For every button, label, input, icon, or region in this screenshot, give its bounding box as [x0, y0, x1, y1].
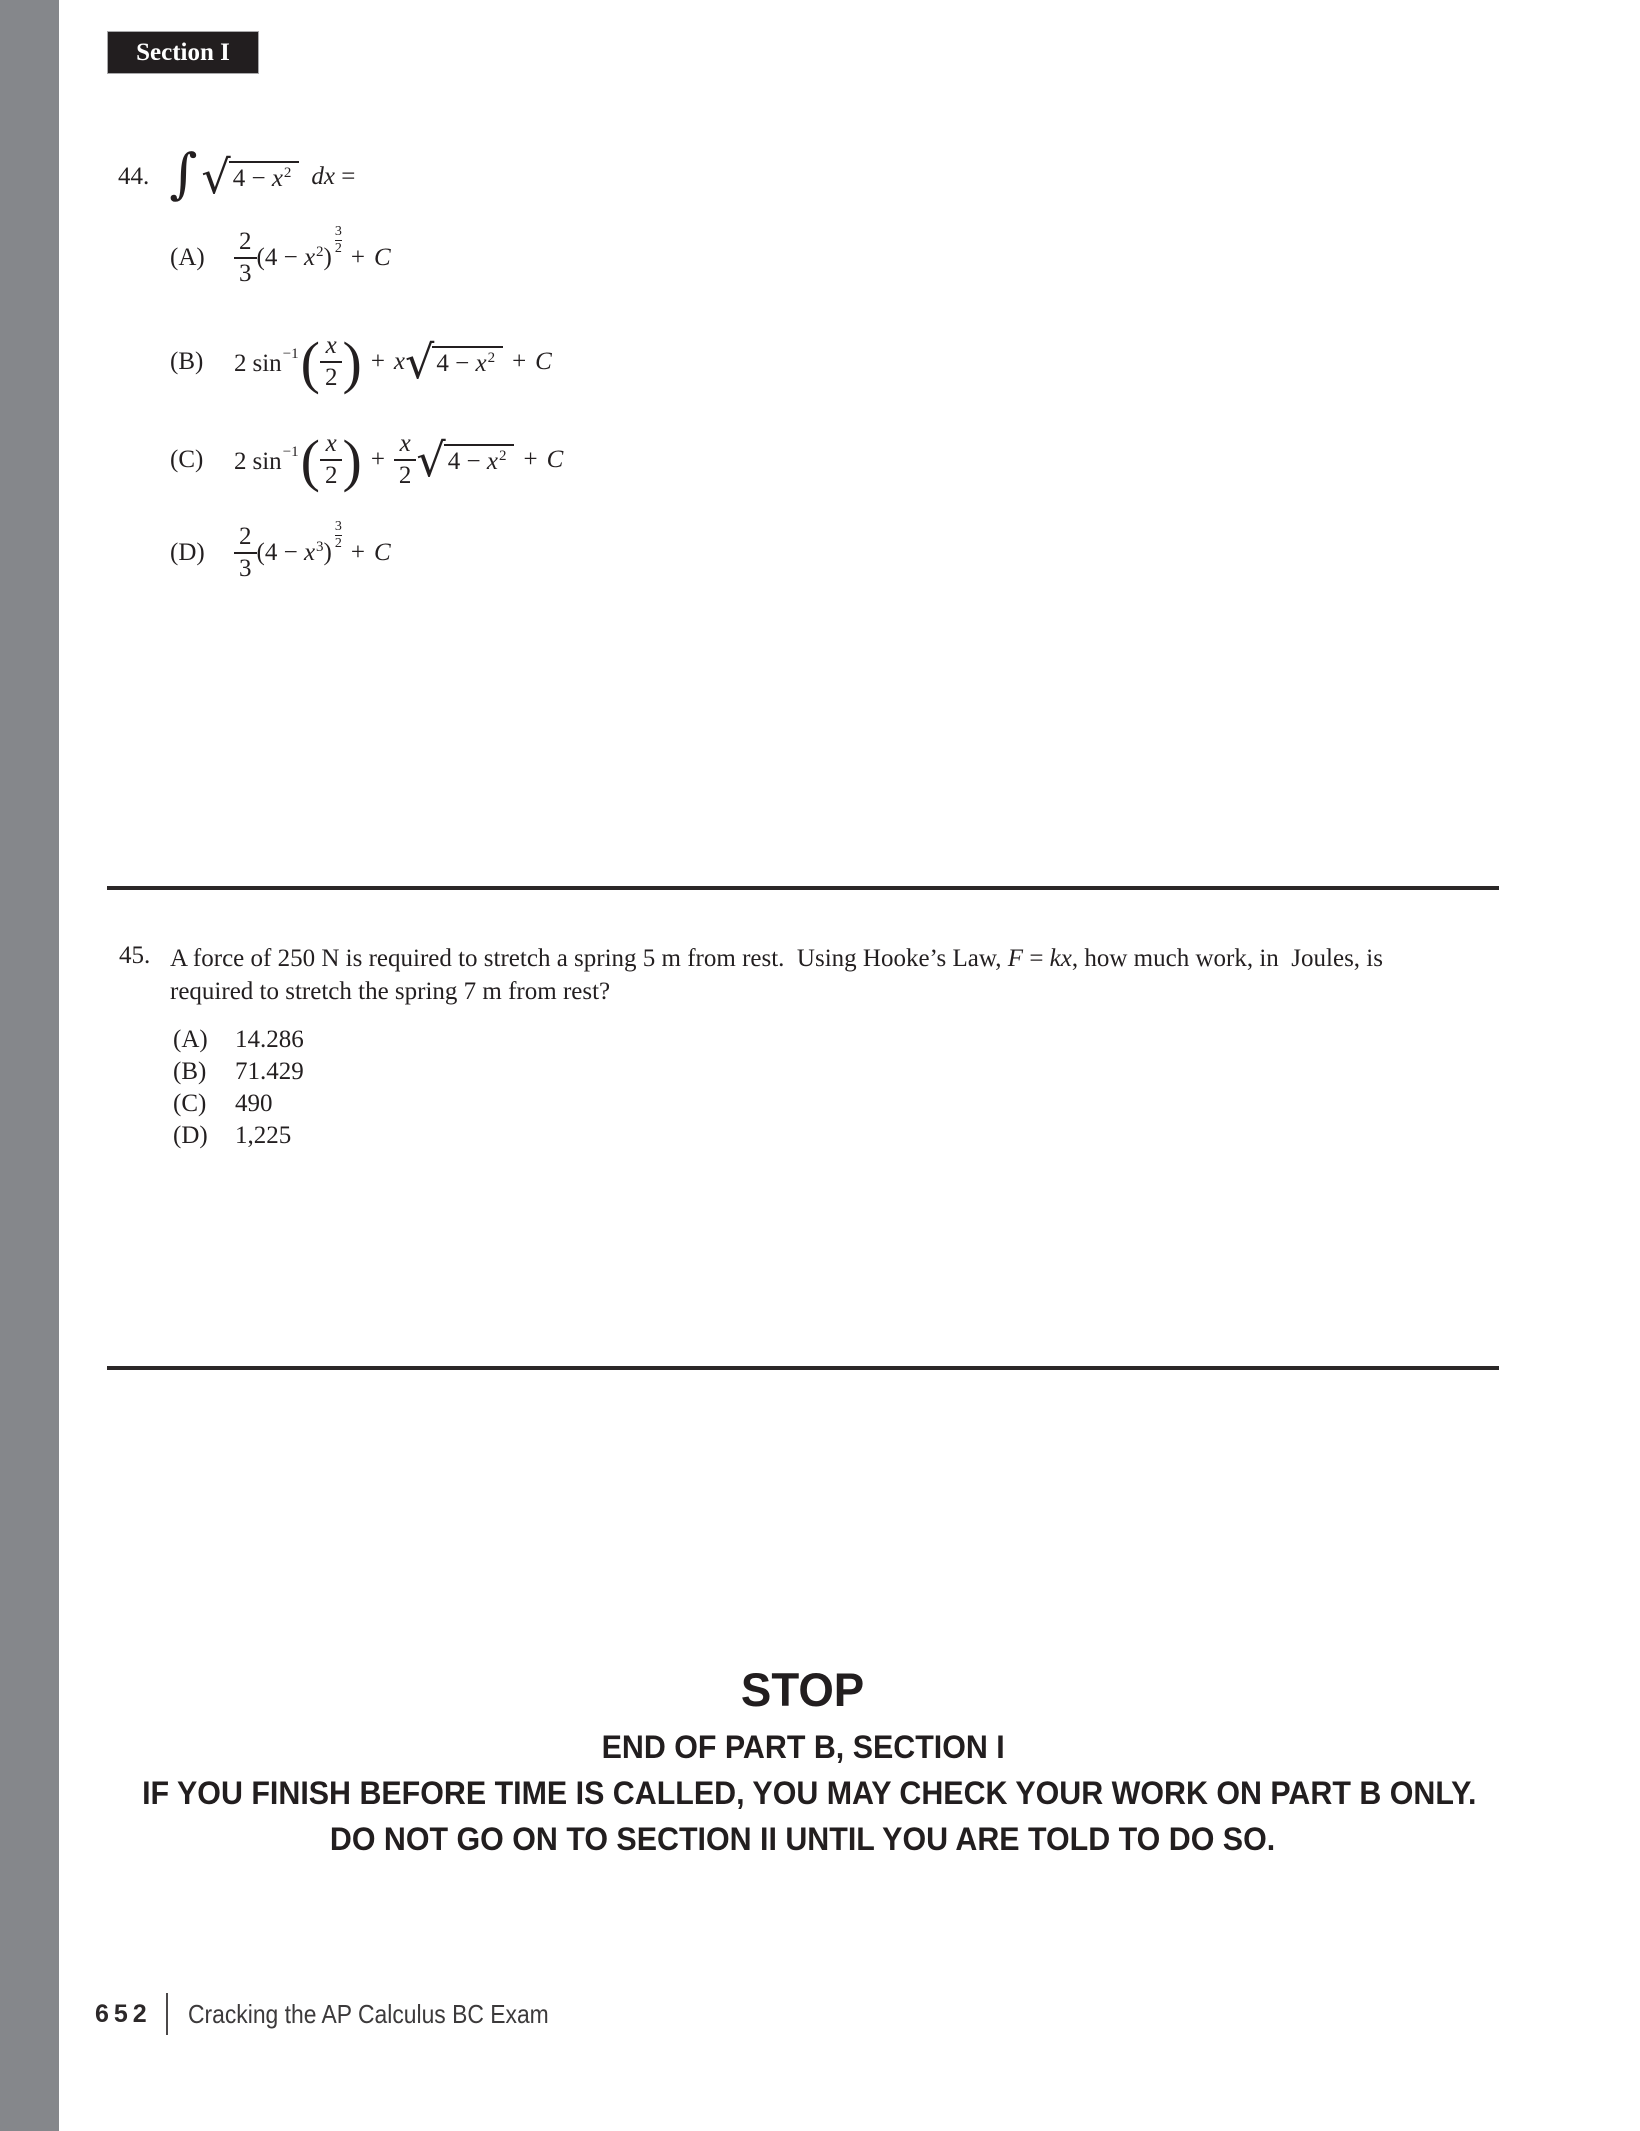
q44-choice-b	[170, 312, 552, 412]
stop-line-2	[107, 1770, 1499, 1816]
q44-choice-a	[170, 218, 391, 298]
denominator: 3	[234, 257, 257, 288]
body-variable: x	[303, 244, 316, 271]
q45-choice-c	[173, 1090, 304, 1122]
left-gray-sidebar	[0, 0, 59, 2131]
coefficient-fraction	[234, 523, 257, 583]
radical-sign: √	[405, 335, 435, 389]
force-variable: F	[1007, 945, 1024, 972]
square-root	[201, 150, 299, 204]
power-denominator: 2	[334, 536, 342, 551]
close-paren: )	[342, 330, 362, 396]
differential-equals	[311, 163, 355, 191]
plus-sign: +	[350, 244, 365, 271]
coefficient-fraction	[234, 228, 257, 288]
plus-sign: +	[370, 446, 385, 473]
constant-c: C	[535, 348, 552, 375]
choice-label: (C)	[173, 1090, 207, 1117]
horizontal-rule-top	[107, 886, 1499, 890]
radicand-exponent: 2	[498, 448, 507, 464]
integral-sign: ∫	[169, 142, 198, 205]
power-fraction	[335, 520, 342, 551]
q44-choice-d	[170, 513, 391, 593]
constant-c: C	[373, 244, 391, 271]
choice-value: 490	[235, 1090, 273, 1117]
question-45-line-1	[170, 942, 1500, 975]
power-fraction	[335, 225, 342, 256]
radical-sign: √	[201, 150, 231, 204]
coefficient: 2	[234, 448, 247, 475]
q44-choice-c	[170, 408, 563, 512]
open-paren: (	[300, 330, 320, 396]
page-footer	[95, 1990, 598, 2038]
stop-line-1-text: END OF PART B, SECTION I	[601, 1729, 1005, 1765]
plus-sign: +	[370, 348, 385, 375]
mid-denominator: 2	[394, 459, 417, 490]
plus-sign: +	[350, 539, 365, 566]
square-root	[405, 335, 503, 389]
function-name: sin	[252, 448, 282, 475]
plus-sign: +	[512, 348, 527, 375]
arg-numerator: x	[325, 430, 337, 457]
q45-choice-d	[173, 1122, 304, 1154]
stop-line-1	[107, 1724, 1499, 1770]
radicand-text: 4 −	[447, 448, 487, 475]
power-numerator: 3	[334, 224, 342, 240]
section-badge-label: Section I	[136, 38, 230, 66]
choice-value: 71.429	[235, 1058, 304, 1085]
plus-sign: +	[523, 446, 538, 473]
kx-variable: kx	[1049, 945, 1072, 972]
close-paren: )	[342, 428, 362, 494]
stop-line-3-text: DO NOT GO ON TO SECTION II UNTIL YOU ARE TOLD TO DO SO.	[330, 1821, 1276, 1857]
expression-body	[257, 244, 332, 272]
inverse-sine-term	[234, 346, 301, 378]
equals: =	[1023, 945, 1050, 972]
choice-label: (A)	[173, 1026, 208, 1053]
choice-label: (B)	[170, 348, 204, 375]
choice-label: (D)	[170, 539, 205, 566]
body-variable: x	[303, 539, 316, 566]
argument-fraction	[320, 332, 343, 392]
radicand-exponent: 2	[283, 165, 292, 181]
square-root	[416, 433, 514, 487]
inverse-sine-term	[234, 444, 301, 476]
line1-text: A force of 250 N is required to stretch a spring 5 m from rest. Using Hooke’s Law,	[170, 945, 1008, 972]
radicand-variable: x	[271, 165, 283, 192]
book-title: Cracking the AP Calculus BC Exam	[187, 1998, 549, 2029]
radicand-variable: x	[486, 448, 498, 475]
x-factor: x	[393, 348, 406, 375]
radicand-exponent: 2	[487, 350, 496, 366]
choice-label: (C)	[170, 446, 204, 473]
numerator: 2	[239, 523, 252, 550]
radicand	[432, 346, 503, 378]
plus-sign-wrap	[371, 348, 385, 376]
question-44-number: 44.	[118, 163, 150, 190]
body-text: (4 −	[256, 539, 304, 566]
plus-sign-wrap	[371, 446, 385, 474]
page-number: 652	[95, 1999, 152, 2028]
open-paren: (	[300, 428, 320, 494]
body-text: (4 −	[256, 244, 304, 271]
radicand-variable: x	[475, 350, 487, 377]
expression-body	[257, 539, 332, 567]
question-44-stem	[118, 142, 356, 209]
inverse-exponent: −1	[282, 346, 299, 362]
choice-label: (B)	[173, 1058, 207, 1085]
question-45-number: 45.	[119, 942, 151, 969]
equals-sign: =	[335, 163, 356, 190]
question-45	[119, 942, 1500, 1008]
radicand	[444, 444, 515, 476]
choice-label: (D)	[173, 1122, 208, 1149]
stop-block	[107, 1664, 1499, 1862]
stop-line-3	[107, 1816, 1499, 1862]
line1-text-end: , how much work, in Joules, is	[1071, 945, 1383, 972]
denominator: 3	[234, 552, 257, 583]
arg-denominator: 2	[320, 361, 343, 392]
choice-value: 1,225	[235, 1122, 292, 1149]
q45-choice-a	[173, 1026, 304, 1058]
stop-title: STOP	[741, 1663, 865, 1716]
radicand	[229, 161, 300, 193]
footer-divider	[166, 1993, 168, 2035]
arg-denominator: 2	[320, 459, 343, 490]
question-45-choices	[173, 1026, 304, 1154]
x-over-2-fraction	[394, 430, 417, 490]
choice-value: 14.286	[235, 1026, 304, 1053]
power-numerator: 3	[334, 519, 342, 535]
mid-numerator: x	[399, 430, 411, 457]
inverse-exponent: −1	[282, 444, 299, 460]
constant-c: C	[546, 446, 564, 473]
dx-term: dx	[311, 163, 336, 190]
radical-sign: √	[416, 433, 446, 487]
argument-fraction	[320, 430, 343, 490]
horizontal-rule-bottom	[107, 1366, 1499, 1370]
power-denominator: 2	[334, 241, 342, 256]
q45-choice-b	[173, 1058, 304, 1090]
body-exponent: 2	[316, 244, 324, 260]
radicand-text: 4 −	[436, 350, 476, 377]
radicand-text: 4 −	[232, 165, 272, 192]
body-exponent: 3	[316, 539, 324, 555]
plus-constant	[523, 446, 563, 474]
constant-c: C	[373, 539, 391, 566]
question-45-text	[170, 942, 1500, 1008]
body-close-paren: )	[323, 539, 332, 566]
question-45-line-2: required to stretch the spring 7 m from rest?	[170, 978, 611, 1005]
stop-line-2-text: IF YOU FINISH BEFORE TIME IS CALLED, YOU MAY CHECK YOUR WORK ON PART B ONLY.	[142, 1775, 1477, 1811]
plus-constant	[351, 539, 391, 567]
coefficient: 2	[234, 350, 247, 377]
numerator: 2	[239, 228, 252, 255]
function-name: sin	[252, 350, 282, 377]
section-badge	[108, 32, 258, 73]
plus-constant	[351, 244, 391, 272]
body-close-paren: )	[323, 244, 332, 271]
choice-label: (A)	[170, 244, 205, 271]
arg-numerator: x	[325, 332, 337, 359]
plus-constant	[512, 348, 552, 376]
